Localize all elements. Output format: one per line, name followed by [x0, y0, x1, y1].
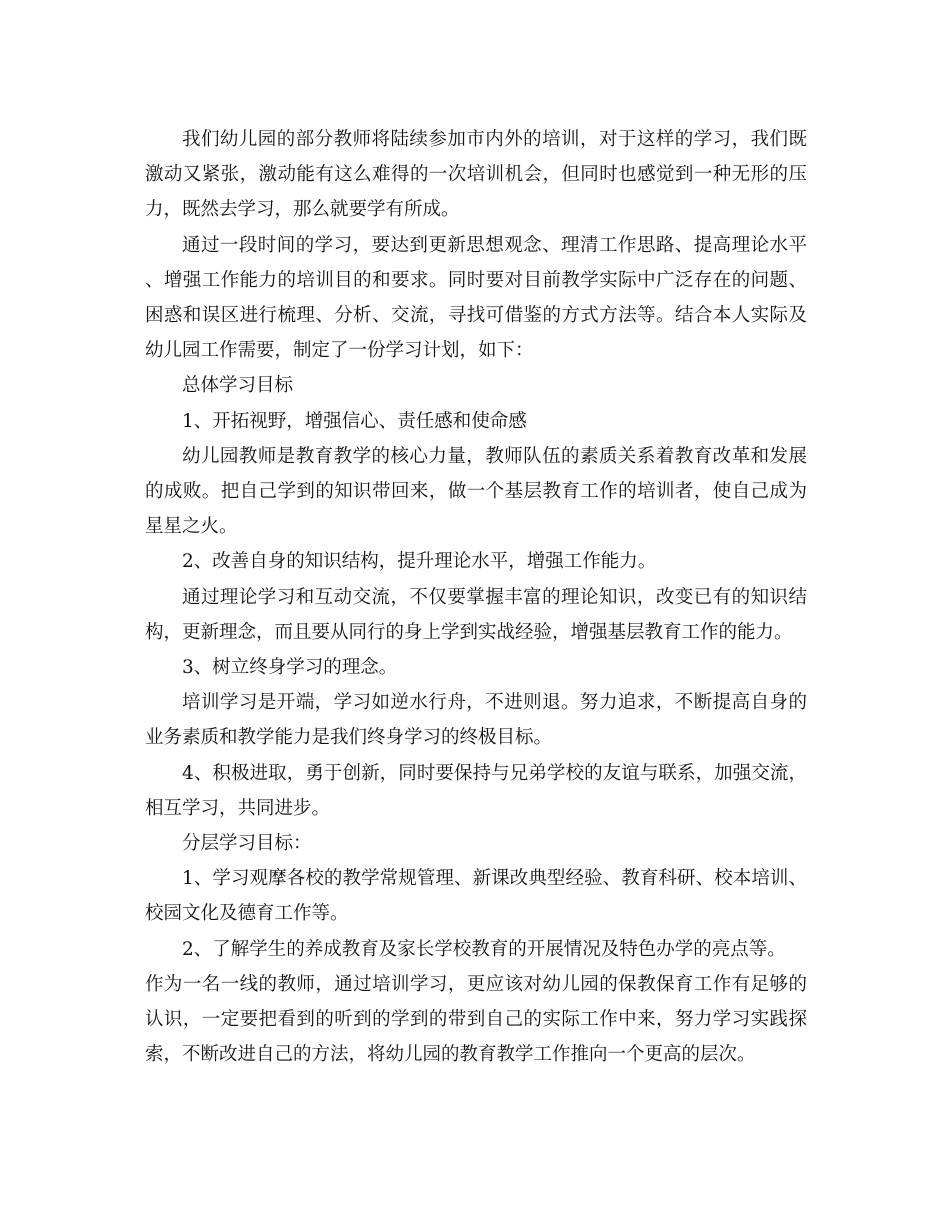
goal-body-1: 幼儿园教师是教育教学的核心力量，教师队伍的素质关系着教育改革和发展的成败。把自己学到的知识带回来，做一个基层教育工作的培训者，使自己成为星星之火。 — [145, 445, 807, 538]
goal-heading-2: 2、改善自身的知识结构，提升理论水平，增强工作能力。 — [182, 551, 657, 573]
goal-heading-4: 4、积极进取，勇于创新，同时要保持与兄弟学校的友谊与联系，加强交流，相互学习，共同进步。 — [145, 762, 807, 819]
closing-paragraph: 作为一名一线的教师，通过培训学习，更应该对幼儿园的保教保育工作有足够的认识，一定要把看到的听到的学到的带到自己的实际工作中来，努力学习实践探索，不断改进自己的方法，将幼儿园的教育教学工作推向一个更高的层次。 — [145, 973, 807, 1066]
goal-body-2: 通过理论学习和互动交流，不仅要掌握丰富的理论知识，改变已有的知识结构，更新理念，而且要从同行的身上学到实战经验，增强基层教育工作的能力。 — [145, 586, 807, 643]
goal-heading-1: 1、开拓视野，增强信心、责任感和使命感 — [182, 410, 527, 432]
goal-body-3: 培训学习是开端，学习如逆水行舟，不进则退。努力追求，不断提高自身的业务素质和教学能力是我们终身学习的终极目标。 — [145, 692, 807, 749]
purpose-paragraph: 通过一段时间的学习，要达到更新思想观念、理清工作思路、提高理论水平、增强工作能力的培训目的和要求。同时要对目前教学实际中广泛存在的问题、困惑和误区进行梳理、分析、交流，寻找可借鉴的方式方法等。结合本人实际及幼儿园工作需要，制定了一份学习计划，如下： — [145, 234, 807, 362]
intro-paragraph: 我们幼儿园的部分教师将陆续参加市内外的培训，对于这样的学习，我们既激动又紧张，激动能有这么难得的一次培训机会，但同时也感觉到一种无形的压力，既然去学习，那么就要学有所成。 — [145, 129, 807, 221]
goal-heading-3: 3、树立终身学习的理念。 — [182, 657, 398, 679]
section-heading-overall-goals: 总体学习目标 — [182, 375, 294, 397]
section-heading-tiered-goals: 分层学习目标： — [182, 833, 312, 855]
document-body — [145, 122, 807, 1072]
tiered-goal-2: 2、了解学生的养成教育及家长学校教育的开展情况及特色办学的亮点等。 — [182, 938, 786, 960]
tiered-goal-1: 1、学习观摩各校的教学常规管理、新课改典型经验、教育科研、校本培训、校园文化及德育工作等。 — [145, 868, 807, 925]
